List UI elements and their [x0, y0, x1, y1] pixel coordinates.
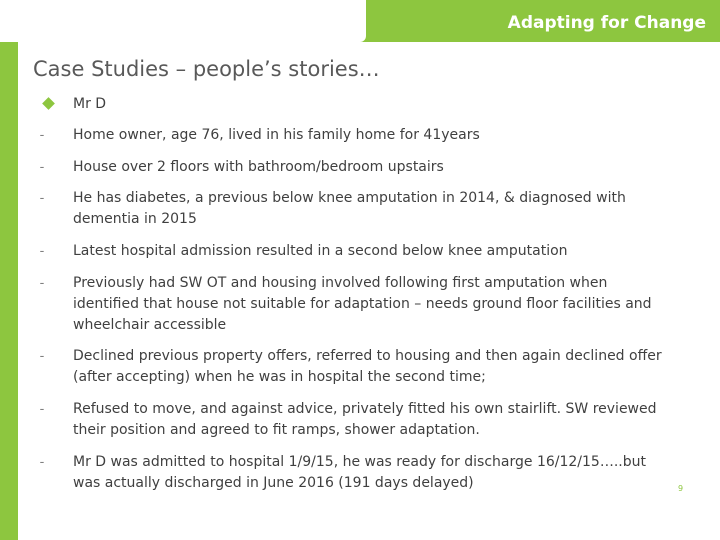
list-item: [32, 125, 662, 146]
bullet-list: [32, 94, 662, 494]
list-item-text: Refused to move, and against advice, privately fitted his own stairlift. SW reviewed their position and agreed to fit ramps, shower adaptation.: [73, 401, 657, 438]
list-item: [32, 188, 662, 230]
slide-title: Case Studies – people’s stories…: [33, 57, 380, 81]
dash-marker: -: [39, 455, 45, 470]
dash-marker: -: [39, 244, 45, 259]
page-number: 9: [678, 484, 684, 493]
list-item: [32, 452, 662, 494]
list-item-text: Latest hospital admission resulted in a second below knee amputation: [73, 243, 568, 259]
diamond-bullet-icon: [42, 97, 55, 110]
list-item-text: Previously had SW OT and housing involved following first amputation when identified that house not suitable for adaptation – needs ground floor facilities and wheelchair accessible: [73, 275, 652, 333]
list-item: [32, 399, 662, 441]
dash-marker: -: [39, 276, 45, 291]
list-item: [32, 241, 662, 262]
brand-logo-text: Adapting for Change: [507, 13, 706, 33]
dash-marker: -: [39, 128, 45, 143]
list-item-text: Home owner, age 76, lived in his family home for 41years: [73, 127, 480, 143]
list-item-text: He has diabetes, a previous below knee amputation in 2014, & diagnosed with dementia in 2015: [73, 190, 626, 227]
header-tab: [0, 0, 366, 42]
dash-marker: -: [39, 191, 45, 206]
list-item-text: House over 2 floors with bathroom/bedroom upstairs: [73, 159, 444, 175]
list-item-text: Declined previous property offers, referred to housing and then again declined offer (after accepting) when he was in hospital the second time;: [73, 348, 662, 385]
list-item: [32, 346, 662, 388]
list-item-text: Mr D: [73, 96, 107, 112]
list-item: [32, 157, 662, 178]
dash-marker: -: [39, 402, 45, 417]
dash-marker: -: [39, 160, 45, 175]
list-item-text: Mr D was admitted to hospital 1/9/15, he was ready for discharge 16/12/15…..but was actually discharged in June 2016 (191 days delayed): [73, 454, 646, 491]
dash-marker: -: [39, 349, 45, 364]
list-item: [32, 94, 662, 115]
list-item: [32, 273, 662, 336]
left-accent-stripe: [0, 42, 18, 540]
